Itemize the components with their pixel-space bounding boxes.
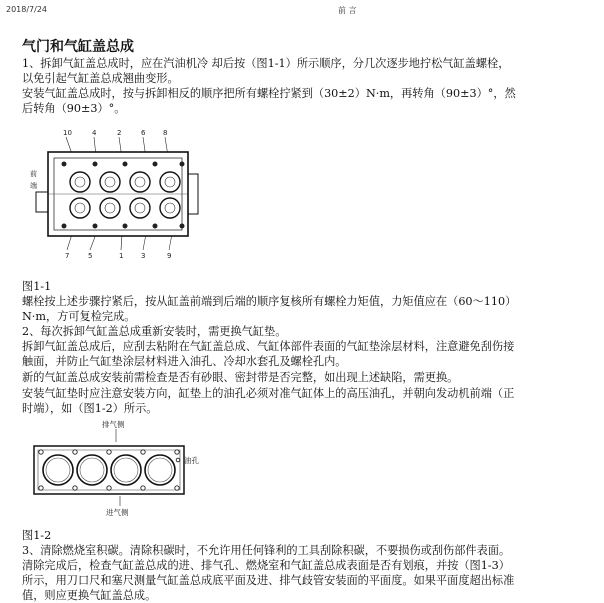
paragraph-line: 3、清除燃烧室积碳。清除积碳时，不允许用任何锋利的工具刮除积碳，不要损伤或刮伤部件表面。 xyxy=(22,544,511,557)
head-gasket-diagram xyxy=(24,418,210,518)
paragraph-line: 2、每次拆卸气缸盖总成重新安装时，需更换气缸垫。 xyxy=(22,325,287,338)
paragraph-line: 螺栓按上述步骤拧紧后，按从缸盖前端到后端的顺序复核所有螺栓力矩值，力矩值应在（60～110） xyxy=(22,295,517,308)
paragraph-line: 所示，用刀口尺和塞尺测量气缸盖总成底平面及进、排气歧管安装面的平面度。如果平面度超出标准 xyxy=(22,574,515,587)
bolt-label-bottom: 3 xyxy=(141,252,146,260)
section-title: 气门和气缸盖总成 xyxy=(22,39,134,55)
bolt-label-top: 10 xyxy=(63,129,72,137)
bolt-label-top: 4 xyxy=(92,129,97,137)
bolt-label-bottom: 1 xyxy=(119,252,124,260)
bolt-label-top: 8 xyxy=(163,129,168,137)
front-side-label: 端 xyxy=(30,182,37,190)
intake-side-label: 进气侧 xyxy=(106,508,129,517)
paragraph-line: 值，则应更换气缸盖总成。 xyxy=(22,589,157,602)
paragraph-line: 触面，并防止气缸垫涂层材料进入油孔、冷却水套孔及螺栓孔内。 xyxy=(22,355,347,368)
paragraph-line: 清除完成后，检查气缸盖总成的进、排气孔、燃烧室和气缸盖总成表面是否有划痕，并按（图1-3） xyxy=(22,559,510,572)
bolt-label-bottom: 5 xyxy=(88,252,93,260)
bolt-label-top: 6 xyxy=(141,129,146,137)
paragraph-line: 安装气缸盖总成时，按与拆卸相反的顺序把所有螺栓拧紧到（30±2）N·m，再转角（90±3）°，然 xyxy=(22,87,516,100)
paragraph-line: 以免引起气缸盖总成翘曲变形。 xyxy=(22,72,179,85)
paragraph-line: 安装气缸垫时应注意安装方向，缸垫上的油孔必须对准气缸体上的高压油孔，并朝向发动机前端（正 xyxy=(22,387,515,400)
header-center: 前 言 xyxy=(338,6,357,15)
oil-hole-label: 油孔 xyxy=(184,456,199,465)
head-gasket-drawing xyxy=(24,418,210,518)
paragraph-line: 新的气缸盖总成安装前需检查是否有砂眼、密封带是否完整，如出现上述缺陷，需更换。 xyxy=(22,371,459,384)
paragraph-line: N·m，方可复检完成。 xyxy=(22,310,136,323)
front-side-label: 前 xyxy=(30,170,37,178)
paragraph-line: 时端），如（图1-2）所示。 xyxy=(22,402,158,415)
bolt-label-top: 2 xyxy=(117,129,122,137)
cylinder-head-drawing xyxy=(28,124,208,264)
paragraph-line: 拆卸气缸盖总成后，应刮去粘附在气缸盖总成、气缸体部件表面的气缸垫涂层材料，注意避免刮伤接 xyxy=(22,340,515,353)
exhaust-side-label: 排气侧 xyxy=(102,420,125,429)
paragraph-line: 1、拆卸气缸盖总成时，应在汽油机冷 却后按（图1-1）所示顺序，分几次逐步地拧松气缸盖螺栓， xyxy=(22,57,510,70)
header-date: 2018/7/24 xyxy=(6,5,48,14)
bolt-label-bottom: 7 xyxy=(65,252,70,260)
figure-caption: 图1-1 xyxy=(22,280,52,293)
bolt-label-bottom: 9 xyxy=(167,252,172,260)
figure-caption: 图1-2 xyxy=(22,529,52,542)
cylinder-head-diagram xyxy=(28,124,208,264)
paragraph-line: 后转角（90±3）°。 xyxy=(22,102,126,115)
